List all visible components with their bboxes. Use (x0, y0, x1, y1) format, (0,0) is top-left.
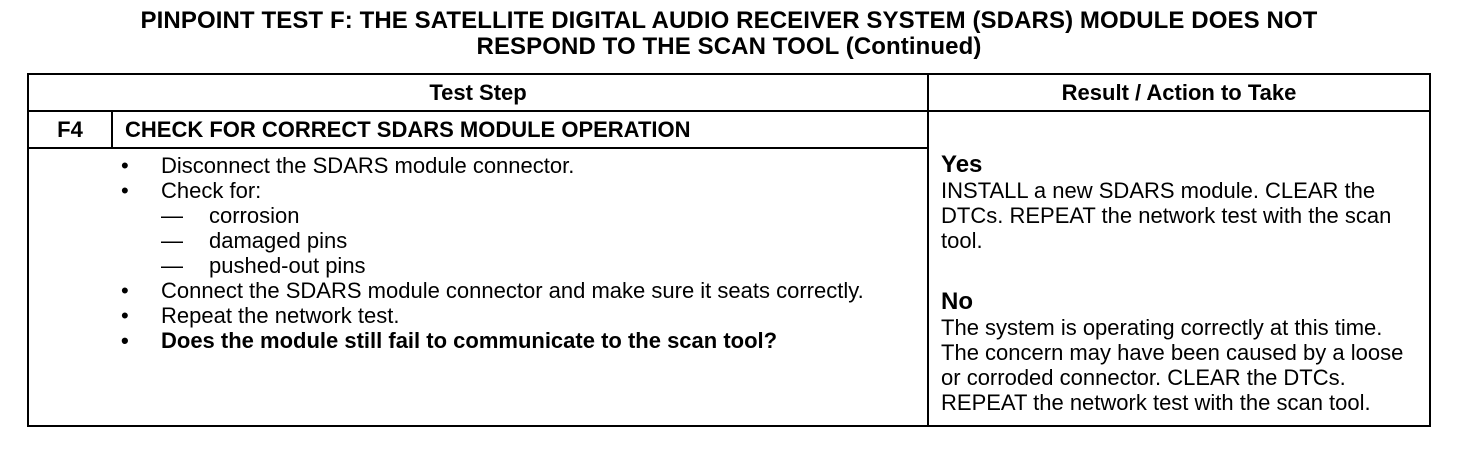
bullet-icon: • (121, 178, 129, 203)
result-no (941, 289, 1419, 415)
dash-icon: — (161, 203, 183, 228)
header-result: Result / Action to Take (928, 74, 1430, 111)
result-yes-text: INSTALL a new SDARS module. CLEAR the DTCs. REPEAT the network test with the scan tool. (941, 178, 1392, 253)
pinpoint-test-table (27, 73, 1431, 427)
step-body (28, 148, 928, 426)
result-no-text: The system is operating correctly at this time. The concern may have been caused by a loose or corroded connector. CLEAR the DTCs. REPEAT the network test with the scan tool. (941, 315, 1404, 415)
list-item (29, 178, 927, 203)
list-item-text: Disconnect the SDARS module connector. (161, 153, 575, 178)
step-title: CHECK FOR CORRECT SDARS MODULE OPERATION (112, 111, 928, 148)
sub-list-item-text: pushed-out pins (209, 253, 366, 278)
bullet-icon: • (121, 278, 129, 303)
step-title-row (28, 111, 1430, 148)
result-cell (928, 111, 1430, 426)
result-yes-label: Yes (941, 151, 983, 178)
list-item-text: Connect the SDARS module connector and make sure it seats correctly. (161, 278, 864, 303)
bullet-icon: • (121, 303, 129, 328)
list-item (29, 153, 927, 178)
bullet-icon: • (121, 328, 129, 353)
list-item-text: Repeat the network test. (161, 303, 400, 328)
sub-list-item-text: damaged pins (209, 228, 348, 253)
sub-list-item (29, 228, 927, 253)
title-line-1: PINPOINT TEST F: THE SATELLITE DIGITAL AUDIO RECEIVER SYSTEM (SDARS) MODULE DOES NOT (140, 7, 1318, 34)
sub-list-item-text: corrosion (209, 203, 300, 228)
sub-list-item (29, 203, 927, 228)
result-yes (941, 152, 1419, 253)
header-row (28, 74, 1430, 111)
result-no-label: No (941, 288, 974, 315)
dash-icon: — (161, 253, 183, 278)
sub-list-item (29, 253, 927, 278)
header-test-step: Test Step (28, 74, 928, 111)
dash-icon: — (161, 228, 183, 253)
title-line-2: RESPOND TO THE SCAN TOOL (Continued) (476, 33, 982, 60)
step-id: F4 (28, 111, 112, 148)
list-item-question (29, 328, 927, 353)
list-item-text: Check for: (161, 178, 262, 203)
list-item (29, 303, 927, 328)
list-item (29, 278, 927, 303)
bullet-icon: • (121, 153, 129, 178)
page-title (0, 8, 1458, 60)
question-text: Does the module still fail to communicate to the scan tool? (161, 328, 778, 353)
